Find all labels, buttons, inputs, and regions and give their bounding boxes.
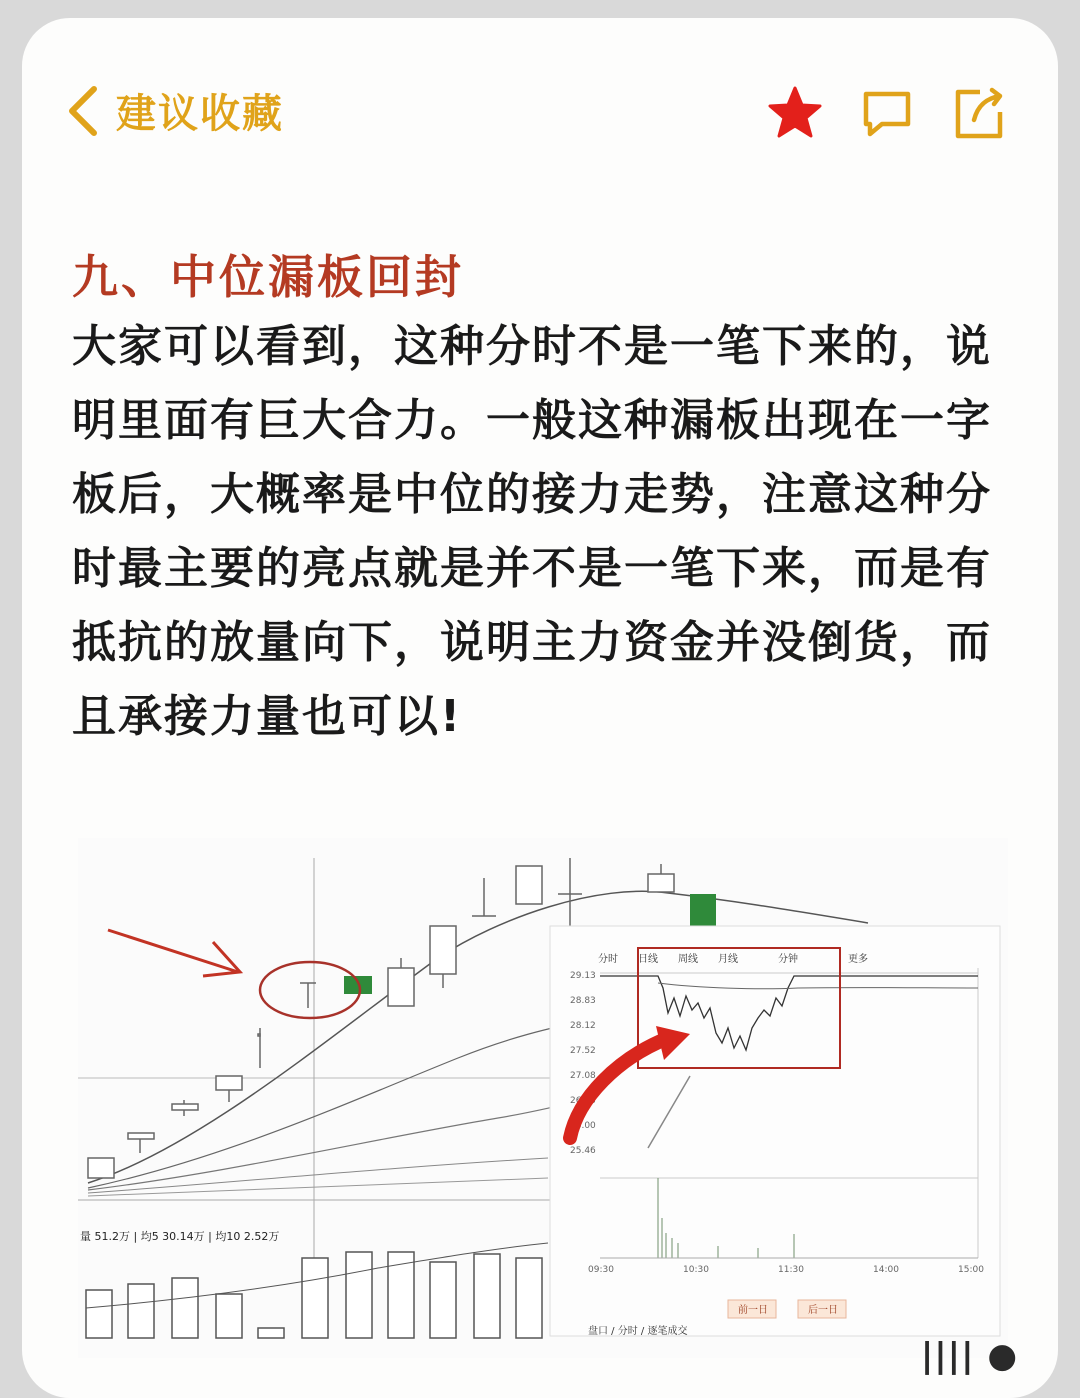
back-label: 建议收藏 [116,91,284,137]
top-bar [22,18,1058,168]
inset-tab: 周线 [678,954,698,965]
article-body: 大家可以看到，这种分时不是一笔下来的，说明里面有巨大合力。一般这种漏板出现在一字板后，大概率是中位的接力走势，注意这种分时最主要的亮点就是并不是一笔下来，而是有抵抗的放量向下，说明主力资金并没倒货，而且承接力量也可以! [72,321,992,742]
price-label: 26.00 [570,1121,596,1131]
kline-figure [78,838,1008,1358]
price-label: 25.46 [570,1146,596,1156]
inset-tab: 分钟 [778,954,798,965]
watermark: |||| ● [920,1336,1018,1376]
chart-image [78,838,1008,1358]
article [72,244,1012,754]
price-label: 27.52 [570,1046,596,1056]
chevron-left-icon [66,85,100,137]
section-heading: 九、中位漏板回封 [72,250,464,304]
toolbar-icons [766,84,1008,142]
inset-tab: 日线 [638,954,658,965]
inset-footer: 盘口 / 分时 / 逐笔成交 [588,1326,688,1337]
time-label: 14:00 [873,1265,899,1275]
time-label: 11:30 [778,1265,804,1275]
share-icon[interactable] [950,84,1008,142]
inset-tab: 分时 [598,954,618,965]
back-button[interactable] [66,82,284,139]
next-day-button: 后一日 [808,1305,838,1316]
inset-tab: 月线 [718,954,738,965]
star-icon[interactable] [766,84,824,142]
price-label: 27.08 [570,1071,596,1081]
price-label: 29.13 [570,971,596,981]
screen [22,18,1058,1398]
price-label: 28.83 [570,996,596,1006]
prev-day-button: 前一日 [738,1305,768,1316]
inset-tab: 更多 [848,954,868,965]
intraday-inset [550,926,1000,1337]
volume-legend: 量 51.2万 | 均5 30.14万 | 均10 2.52万 [80,1230,280,1243]
comment-icon[interactable] [858,84,916,142]
time-label: 09:30 [588,1265,614,1275]
time-label: 10:30 [683,1265,709,1275]
price-label: 28.12 [570,1021,596,1031]
time-label: 15:00 [958,1265,984,1275]
price-label: 26.53 [570,1096,596,1106]
